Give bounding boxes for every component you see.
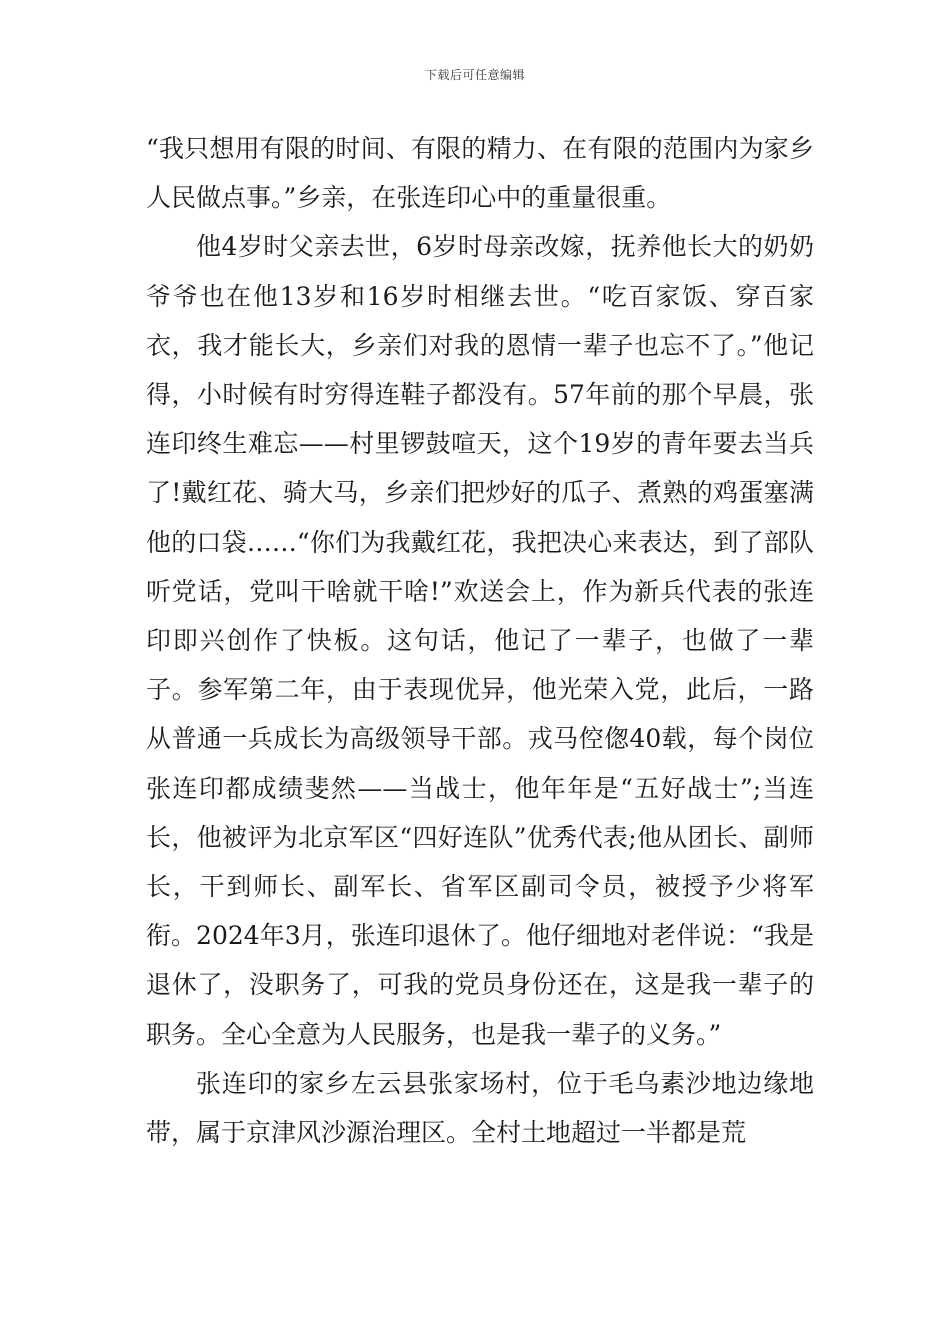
paragraph-hometown: 张连印的家乡左云县张家场村，位于毛乌素沙地边缘地带，属于京津风沙源治理区。全村土地超过一半都是荒 (146, 1068, 814, 1148)
document-body (146, 124, 814, 1157)
paragraph-biography: 他4岁时父亲去世，6岁时母亲改嫁，抚养他长大的奶奶爷爷也在他13岁和16岁时相继去世。“吃百家饭、穿百家衣，我才能长大，乡亲们对我的恩情一辈子也忘不了。”他记得，小时候有时穷得连鞋子都没有。57年前的那个早晨，张连印终生难忘——村里锣鼓喧天，这个19岁的青年要去当兵了!戴红花、骑大马，乡亲们把炒好的瓜子、煮熟的鸡蛋塞满他的口袋……“你们为我戴红花，我把决心来表达，到了部队听党话，党叫干啥就干啥!”欢送会上，作为新兵代表的张连印即兴创作了快板。这句话，他记了一辈子，也做了一辈子。参军第二年，由于表现优异，他光荣入党，此后，一路从普通一兵成长为高级领导干部。戎马倥偬40载，每个岗位张连印都成绩斐然——当战士，他年年是“五好战士”;当连长，他被评为北京军区“四好连队”优秀代表;他从团长、副师长，干到师长、副军长、省军区副司令员，被授予少将军衔。2024年3月，张连印退休了。他仔细地对老伴说：“我是退休了，没职务了，可我的党员身份还在，这是我一辈子的职务。全心全意为人民服务，也是我一辈子的义务。” (146, 232, 814, 1049)
page-header: 下载后可任意编辑 (424, 68, 525, 82)
paragraph-continuation: “我只想用有限的时间、有限的精力、在有限的范围内为家乡人民做点事。”乡亲，在张连印心中的重量很重。 (146, 134, 814, 213)
